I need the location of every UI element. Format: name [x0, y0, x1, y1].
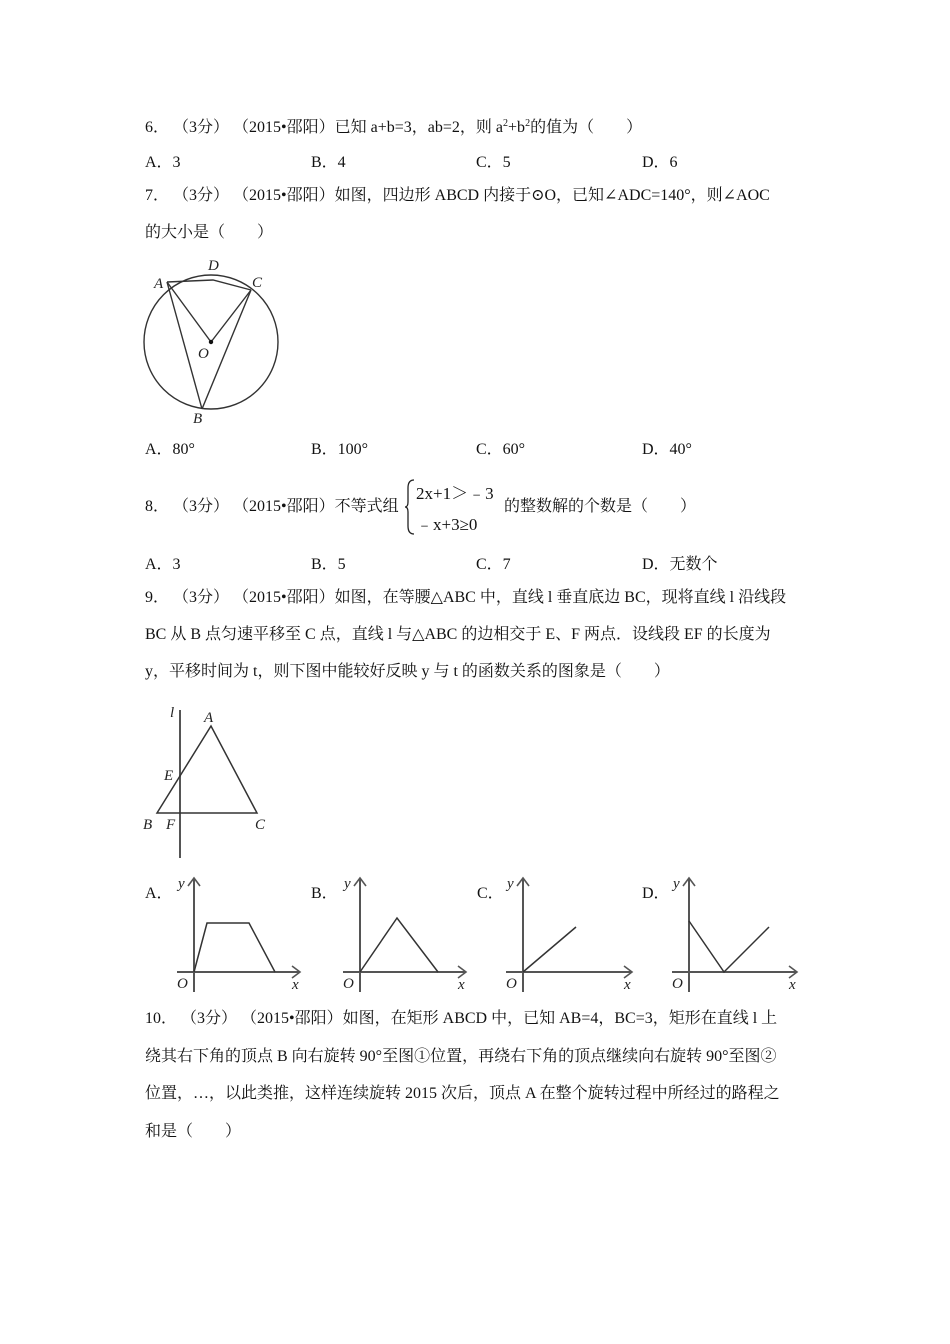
svg-text:O: O — [506, 976, 517, 992]
question-score: （3分） — [181, 1010, 238, 1027]
question-7-stem-line1 — [145, 186, 770, 206]
svg-text:O: O — [177, 976, 188, 992]
inequality-2: ﹣x+3≥0 — [416, 515, 478, 534]
option-b[interactable]: B．5 — [311, 556, 346, 573]
exponent: 2 — [503, 118, 509, 129]
question-score: （3分） — [173, 187, 230, 204]
option-d[interactable]: D．无数个 — [642, 556, 718, 573]
svg-text:O: O — [343, 976, 354, 992]
option-a[interactable]: A．3 — [145, 556, 181, 573]
question-8-stem-suffix: 的整数解的个数是（ ） — [504, 498, 697, 515]
option-c[interactable]: C．5 — [476, 154, 511, 171]
svg-text:C: C — [255, 817, 266, 833]
option-c[interactable]: C．60° — [476, 441, 526, 458]
svg-text:x: x — [789, 977, 796, 992]
question-7-stem-line2: 的大小是（ ） — [145, 224, 274, 241]
left-brace-icon — [404, 478, 416, 536]
question-source: （2015•邵阳） — [233, 119, 335, 136]
question-number: 8． — [145, 498, 170, 515]
option-d[interactable]: D．40° — [642, 441, 692, 458]
question-source: （2015•邵阳） — [233, 498, 335, 515]
svg-text:x: x — [624, 977, 631, 992]
triangle-line-figure — [140, 700, 280, 865]
question-6-stem — [145, 118, 642, 138]
svg-text:C: C — [252, 275, 263, 291]
question-source: （2015•邵阳） — [233, 589, 335, 606]
graph-option-b-label[interactable]: B． — [311, 885, 338, 902]
stem-text: 的值为（ ） — [530, 119, 643, 136]
question-10-stem-line1 — [145, 1009, 777, 1029]
svg-text:A: A — [154, 276, 164, 292]
question-10-stem-line2: 绕其右下角的顶点 B 向右旋转 90°至图①位置，再绕右下角的顶点继续向右旋转 90°至图② — [145, 1048, 777, 1065]
stem-text: 如图，在矩形 ABCD 中，已知 AB=4，BC=3，矩形在直线 l 上 — [342, 1010, 778, 1027]
question-number: 10． — [145, 1010, 178, 1027]
question-score: （3分） — [173, 589, 230, 606]
graph-option-a[interactable] — [172, 872, 307, 992]
graph-option-c-label[interactable]: C． — [477, 885, 504, 902]
question-source: （2015•邵阳） — [241, 1010, 343, 1027]
exponent: 2 — [525, 118, 531, 129]
question-source: （2015•邵阳） — [233, 187, 335, 204]
svg-text:D: D — [208, 258, 219, 274]
option-c[interactable]: C．7 — [476, 556, 511, 573]
graph-option-c[interactable] — [504, 872, 639, 992]
svg-text:y: y — [507, 876, 514, 892]
question-9-stem-line2: BC 从 B 点匀速平移至 C 点，直线 l 与△ABC 的边相交于 E、F 两点．设线段 EF 的长度为 — [145, 626, 771, 643]
graph-option-b[interactable] — [338, 872, 473, 992]
question-9-stem-line3: y，平移时间为 t，则下图中能较好反映 y 与 t 的函数关系的图象是（ ） — [145, 663, 670, 680]
svg-text:B: B — [193, 411, 203, 427]
svg-text:E: E — [164, 768, 174, 784]
stem-text: 如图，在等腰△ABC 中，直线 l 垂直底边 BC，现将直线 l 沿线段 — [334, 589, 787, 606]
stem-text: 已知 a+b=3，ab=2，则 a — [334, 119, 504, 136]
question-9-stem-line1 — [145, 588, 786, 608]
question-score: （3分） — [173, 119, 230, 136]
question-8-options — [145, 555, 825, 575]
svg-text:O: O — [672, 976, 683, 992]
graph-option-a-label[interactable]: A． — [145, 885, 173, 902]
option-a[interactable]: A．80° — [145, 441, 195, 458]
option-a[interactable]: A．3 — [145, 154, 181, 171]
inequality-system — [404, 478, 504, 536]
svg-text:x: x — [458, 977, 465, 992]
question-7-options — [145, 440, 825, 460]
question-6-options — [145, 153, 825, 173]
question-number: 7． — [145, 187, 170, 204]
option-b[interactable]: B．100° — [311, 441, 369, 458]
circle-quadrilateral-figure — [140, 255, 300, 430]
option-d[interactable]: D．6 — [642, 154, 678, 171]
question-10-stem-line3: 位置，…，以此类推，这样连续旋转 2015 次后，顶点 A 在整个旋转过程中所经过的路程之 — [145, 1085, 780, 1102]
svg-text:y: y — [344, 876, 351, 892]
svg-text:l: l — [170, 705, 175, 721]
graph-option-d[interactable] — [669, 872, 804, 992]
svg-text:A: A — [204, 710, 214, 726]
stem-text: +b — [508, 119, 526, 136]
question-10-stem-line4: 和是（ ） — [145, 1123, 242, 1140]
question-8-stem — [145, 497, 399, 517]
svg-text:x: x — [292, 977, 299, 992]
graph-option-d-label[interactable]: D． — [642, 885, 670, 902]
option-b[interactable]: B．4 — [311, 154, 346, 171]
svg-text:B: B — [143, 817, 153, 833]
svg-text:y: y — [178, 876, 185, 892]
svg-text:O: O — [198, 346, 209, 362]
svg-text:y: y — [673, 876, 680, 892]
svg-text:F: F — [166, 817, 176, 833]
inequality-1: 2x+1＞﹣3 — [416, 484, 494, 503]
question-number: 9． — [145, 589, 170, 606]
stem-text: 不等式组 — [334, 498, 399, 515]
question-number: 6． — [145, 119, 170, 136]
question-score: （3分） — [173, 498, 230, 515]
stem-text: 如图，四边形 ABCD 内接于⊙O，已知∠ADC=140°，则∠AOC — [334, 187, 770, 204]
